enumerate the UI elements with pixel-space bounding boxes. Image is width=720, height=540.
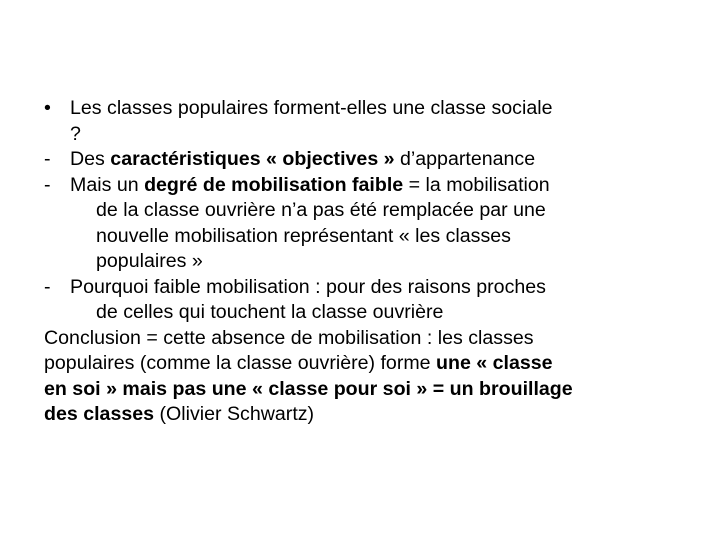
conclusion-line-4 [44,402,684,428]
point-1 [44,147,684,173]
point-2-line-4: populaires » [96,250,203,272]
dash-marker: - [44,148,51,170]
point-2-line-1 [44,173,684,199]
point-2-bold: degré de mobilisation faible [144,173,404,196]
slide-body [44,96,684,428]
conclusion-line-2 [44,351,684,377]
point-3-line-2: de celles qui touchent la classe ouvrière [96,301,444,323]
conclusion-line-3 [44,377,684,403]
dash-marker: - [44,275,51,298]
point-2-line-3: nouvelle mobilisation représentant « les classes [96,224,511,247]
bullet-icon: • [44,97,51,119]
point-2-text-c: = la mobilisation [403,173,550,196]
point-1-bold: caractéristiques « objectives » [110,148,395,170]
question-text: Les classes populaires forment-elles une classe sociale [70,97,553,119]
conclusion-bold: des classes [44,403,155,425]
conclusion-bold: une « classe [436,352,553,374]
conclusion-citation: (Olivier Schwartz) [154,403,315,425]
point-2-text-a: Mais un [70,173,145,196]
question-line-1 [44,96,684,122]
conclusion-text: populaires (comme la classe ouvrière) forme [44,352,437,374]
conclusion-line-1: Conclusion = cette absence de mobilisation : les classes [44,326,534,349]
point-1-text-c: d’appartenance [394,148,536,170]
question-line-2: ? [70,122,81,145]
point-1-text-a: Des [70,148,111,170]
point-3-line-1 [44,275,684,301]
point-3-text: Pourquoi faible mobilisation : pour des raisons proches [70,275,546,298]
dash-marker: - [44,173,51,196]
conclusion-bold: en soi » mais pas une « classe pour soi » = un brouillage [44,377,573,400]
point-2-line-2: de la classe ouvrière n’a pas été remplacée par une [96,199,546,221]
